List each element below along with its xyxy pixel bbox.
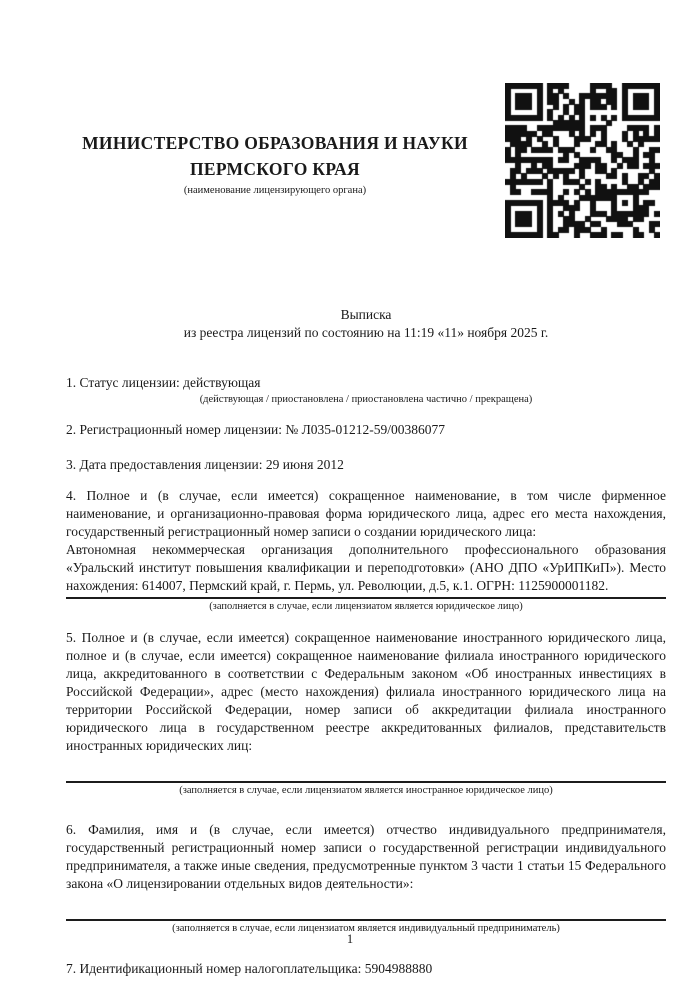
page-number: 1 (346, 932, 354, 946)
ministry-name-line2: ПЕРМСКОГО КРАЯ (190, 159, 360, 179)
foreign-legal-entity-caption: (заполняется в случае, если лицензиатом является иностранное юридическое лицо) (179, 785, 553, 796)
fill-line-legal-entity (66, 597, 666, 599)
license-status-text: 1. Статус лицензии: действующая (66, 375, 261, 390)
individual-entrepreneur-text: 6. Фамилия, имя и (в случае, если имеется) отчество индивидуального предпринимателя, государственный регистрационный номер записи о государственной регистрации индивидуального предпринимателя, а также иные сведения, предусмотренные пунктом 3 части 1 статьи 15 Федерального закона «О лицензировании отдельных видов деятельности»: (66, 822, 666, 891)
document-body (66, 306, 666, 978)
fill-line-individual-entrepreneur (66, 919, 666, 921)
licensing-authority-header (55, 130, 495, 198)
fill-line-foreign-legal-entity (66, 781, 666, 783)
license-grant-date-text: 3. Дата предоставления лицензии: 29 июня 2012 (66, 457, 344, 472)
registration-number-text: 2. Регистрационный номер лицензии: № Л035-01212-59/00386077 (66, 422, 446, 437)
license-status-caption: (действующая / приостановлена / приостановлена частично / прекращена) (199, 394, 533, 405)
item-individual-entrepreneur (66, 821, 666, 936)
document-title-line2: из реестра лицензий по состоянию на 11:19 «11» ноября 2025 г. (183, 325, 549, 340)
taxpayer-number-text: 7. Идентификационный номер налогоплательщика: 5904988880 (66, 961, 433, 976)
qr-code (505, 83, 660, 238)
legal-entity-value: Автономная некоммерческая организация дополнительного профессионального образования «Уральский институт повышения квалификации и переподготовки» (АНО ДПО «УрИПКиП»). Место нахождения: 614007, Пермский край, г. Пермь, ул. Революции, д.5, к.1. ОГРН: 1125900001182. (66, 542, 666, 593)
item-foreign-legal-entity (66, 629, 666, 798)
item-legal-entity (66, 487, 666, 614)
item-registration-number (66, 421, 666, 439)
document-title-line1: Выписка (340, 307, 392, 322)
individual-entrepreneur-caption: (заполняется в случае, если лицензиатом является индивидуальный предприниматель) (172, 923, 560, 934)
foreign-legal-entity-text: 5. Полное и (в случае, если имеется) сокращенное наименование иностранного юридического лица, полное и (в случае, если имеется) сокращенное наименование филиала иностранного юридического лица, аккредитованного в соответствии с Федеральным законом «Об иностранных инвестициях в Российской Федерации», адрес (место нахождения) филиала иностранного юридического лица на территории Российской Федерации, номер записи об аккредитации филиала иностранного юридического лица в государственном реестре аккредитованных филиалов, представительств иностранных юридических лиц: (66, 630, 666, 753)
item-taxpayer-number (66, 960, 666, 978)
legal-entity-caption: (заполняется в случае, если лицензиатом является юридическое лицо) (209, 601, 523, 612)
item-license-grant-date (66, 456, 666, 474)
licensing-authority-name (55, 130, 495, 182)
document-title (66, 306, 666, 342)
item-license-status (66, 374, 666, 407)
legal-entity-text: 4. Полное и (в случае, если имеется) сокращенное наименование, в том числе фирменное наименование, и организационно-правовая форма юридического лица, адрес его места нахождения, государственный регистрационный номер записи о создании юридического лица: (66, 488, 666, 539)
licensing-authority-caption: (наименование лицензирующего органа) (183, 185, 367, 196)
ministry-name-line1: МИНИСТЕРСТВО ОБРАЗОВАНИЯ И НАУКИ (82, 133, 468, 153)
